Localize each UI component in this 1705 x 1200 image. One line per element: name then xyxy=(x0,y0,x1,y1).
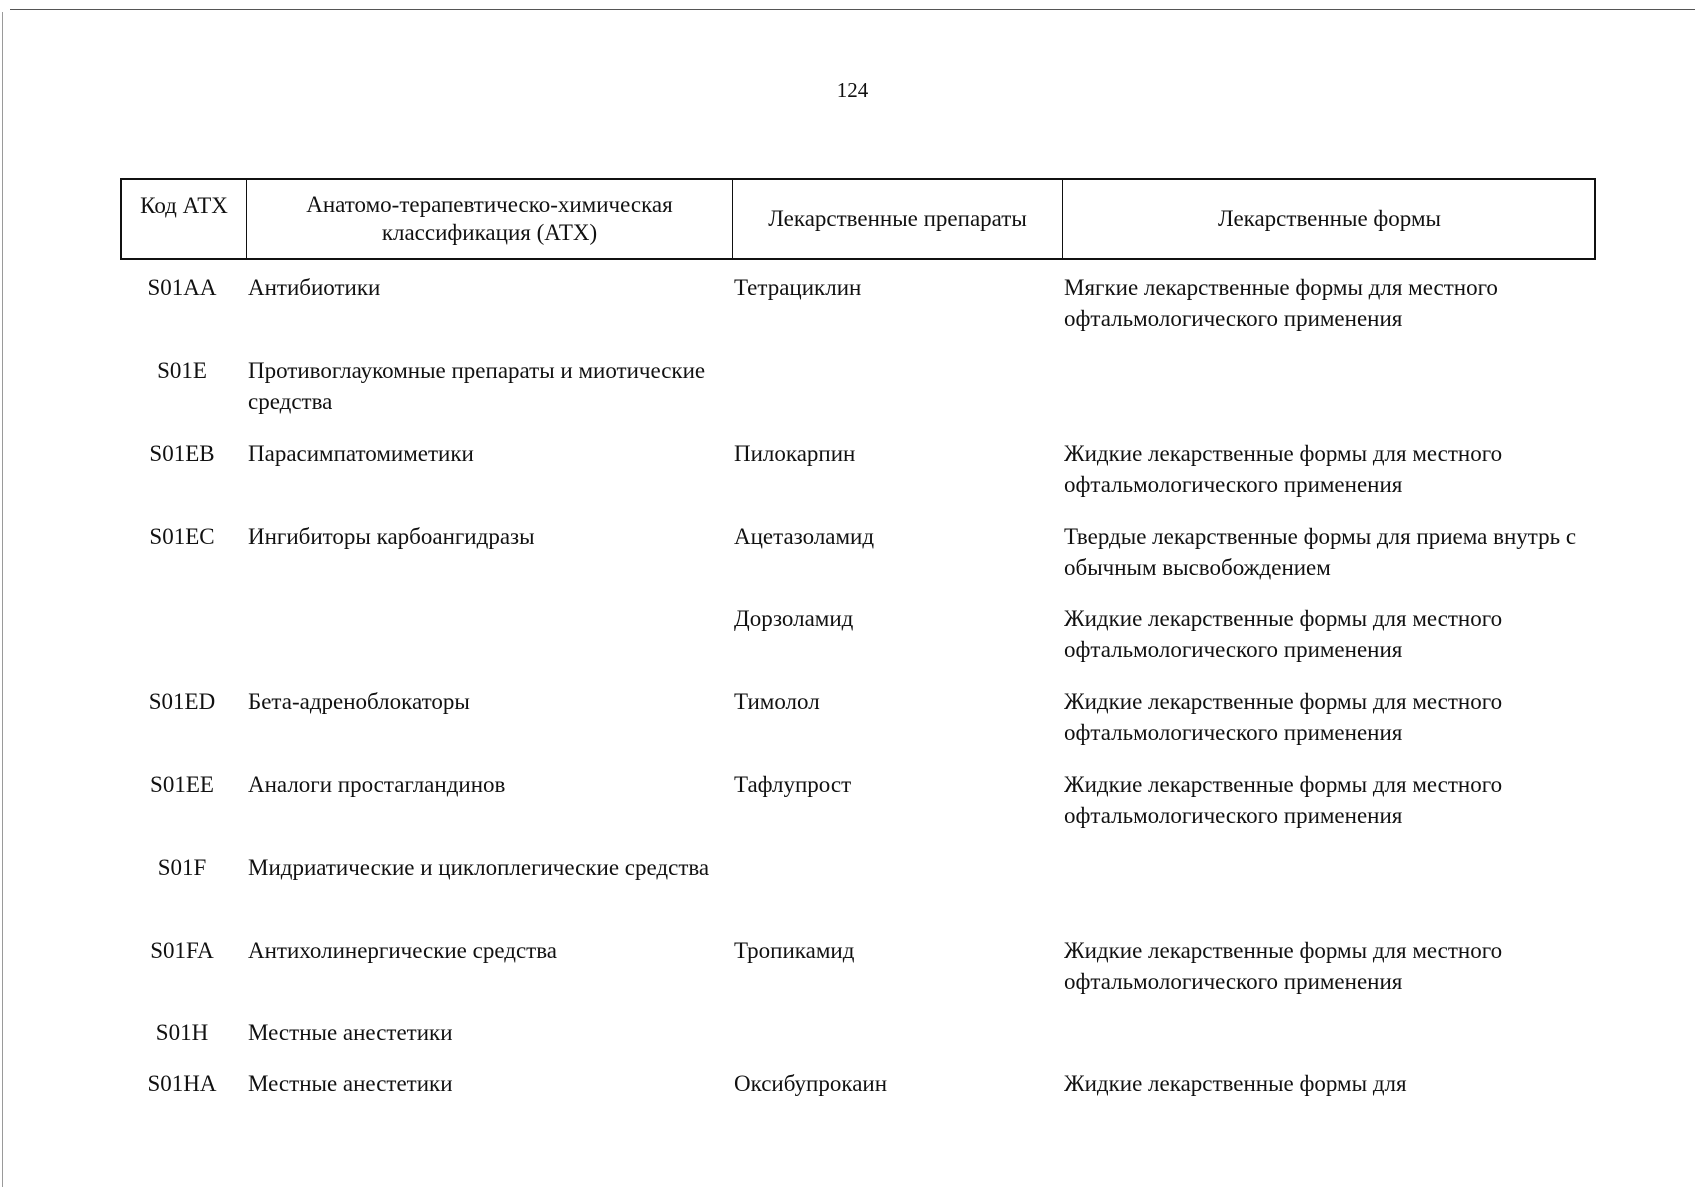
drug-name: Тетрациклин xyxy=(734,275,862,300)
drug-name: Пилокарпин xyxy=(734,441,856,466)
atc-classification: Противоглаукомные препараты и миотические средства xyxy=(248,358,706,414)
scan-edge-top xyxy=(10,9,1695,10)
atc-classification: Бета-адреноблокаторы xyxy=(248,689,470,714)
atc-code: S01HA xyxy=(147,1071,217,1096)
atc-classification: Парасимпатомиметики xyxy=(248,441,474,466)
header-drugs: Лекарственные препараты xyxy=(732,180,1062,258)
atc-code: S01EE xyxy=(150,772,214,797)
atc-code: S01EC xyxy=(149,524,215,549)
atc-classification: Местные анестетики xyxy=(248,1020,453,1045)
atc-code: S01F xyxy=(157,855,207,880)
drug-name: Дорзоламид xyxy=(734,606,854,631)
dosage-form: Жидкие лекарственные формы для местного офтальмологического применения xyxy=(1064,441,1503,497)
drug-name: Тимолол xyxy=(734,689,820,714)
atc-code: S01ED xyxy=(148,689,216,714)
drug-name: Ацетазоламид xyxy=(734,524,875,549)
header-code: Код АТХ xyxy=(140,193,228,218)
dosage-form: Жидкие лекарственные формы для местного офтальмологического применения xyxy=(1064,772,1503,828)
table-header xyxy=(120,178,1596,260)
atc-code: S01E xyxy=(157,358,207,383)
drug-name: Оксибупрокаин xyxy=(734,1071,888,1096)
dosage-form: Жидкие лекарственные формы для местного офтальмологического применения xyxy=(1064,606,1503,662)
dosage-form: Мягкие лекарственные формы для местного офтальмологического применения xyxy=(1064,275,1498,331)
dosage-form: Жидкие лекарственные формы для местного офтальмологического применения xyxy=(1064,938,1503,994)
header-classification: Анатомо-терапевтическо-химическая классификация (АТХ) xyxy=(246,180,732,258)
drug-name: Тропикамид xyxy=(734,938,855,963)
drug-name: Тафлупрост xyxy=(734,772,852,797)
dosage-form: Твердые лекарственные формы для приема внутрь с обычным высвобождением xyxy=(1064,524,1577,580)
scan-edge-left xyxy=(2,12,3,1187)
atc-code: S01AA xyxy=(147,275,217,300)
atc-classification: Антибиотики xyxy=(248,275,381,300)
atc-classification: Ингибиторы карбоангидразы xyxy=(248,524,535,549)
page-number: 124 xyxy=(836,78,869,102)
atc-code: S01H xyxy=(155,1020,209,1045)
atc-classification: Мидриатические и циклоплегические средства xyxy=(248,855,710,880)
atc-classification: Аналоги простагландинов xyxy=(248,772,506,797)
atc-code: S01FA xyxy=(150,938,214,963)
dosage-form: Жидкие лекарственные формы для местного офтальмологического применения xyxy=(1064,689,1503,745)
atc-classification: Местные анестетики xyxy=(248,1071,453,1096)
atc-code: S01EB xyxy=(149,441,215,466)
atc-classification: Антихолинергические средства xyxy=(248,938,557,963)
dosage-form: Жидкие лекарственные формы для xyxy=(1064,1071,1407,1096)
header-forms: Лекарственные формы xyxy=(1062,180,1596,258)
